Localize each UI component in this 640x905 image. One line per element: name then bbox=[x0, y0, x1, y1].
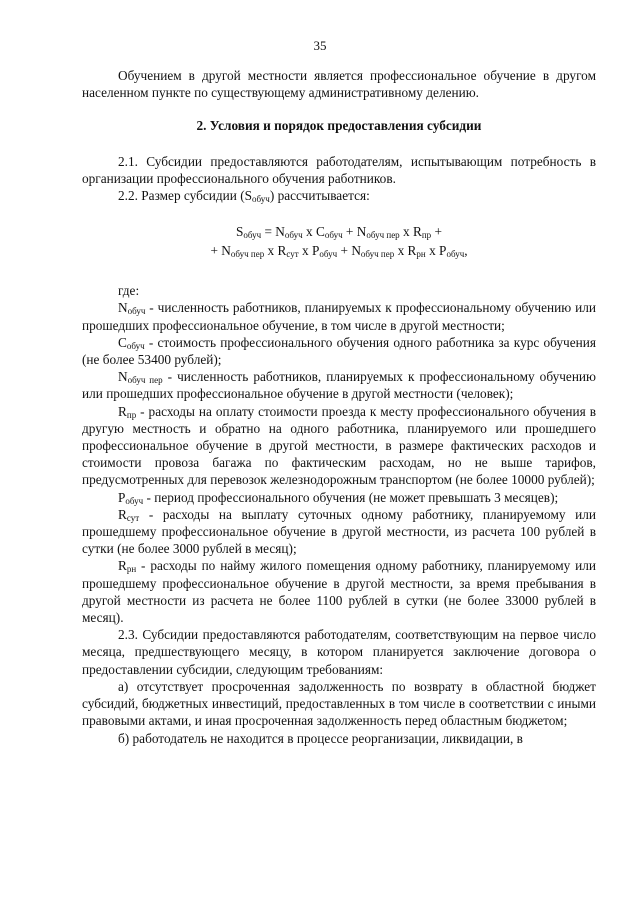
definition-item bbox=[82, 368, 596, 402]
page-content bbox=[82, 67, 596, 747]
definition-text: - численность работников, планируемых к профессиональному обучению или прошедших профессиональное обучение, в том числе в другой местности; bbox=[82, 300, 596, 333]
definition-item bbox=[82, 506, 596, 558]
formula-term: + N bbox=[337, 243, 361, 259]
formula-term: + N bbox=[342, 224, 367, 240]
section-heading: 2. Условия и порядок предоставления субсидии bbox=[196, 118, 482, 134]
definition-item bbox=[82, 489, 596, 506]
formula-subscript: сут bbox=[286, 249, 299, 260]
formula-subscript: рн bbox=[416, 249, 426, 260]
definition-text: - расходы на оплату стоимости проезда к месту профессионального обучения в другую местность и обратно на одного работника, планируемого или прошедшего профессиональное обучение в другой местности, в размере фактических расходов и стоимости провоза багажа по фактическим расходам, но не выше тарифов, предусмотренных для перевозок железнодорожным транспортом (не более 10000 рублей); bbox=[82, 403, 596, 488]
definition-symbol: R bbox=[118, 506, 127, 522]
definition-subscript: сут bbox=[126, 512, 140, 523]
definition-subscript: рн bbox=[126, 564, 137, 575]
formula-subscript: пр bbox=[421, 230, 432, 241]
formula-term: = N bbox=[261, 224, 285, 240]
formula-subscript: обуч bbox=[243, 230, 262, 241]
definition-item bbox=[82, 557, 596, 626]
clause-2-1: 2.1. Субсидии предоставляются работодателям, испытывающим потребность в организации профессионального обучения работников. bbox=[82, 153, 596, 186]
formula-term: x R bbox=[399, 224, 422, 240]
formula-subscript: обуч bbox=[324, 230, 343, 241]
formula-term: + N bbox=[210, 243, 231, 259]
definition-symbol: C bbox=[118, 334, 127, 350]
definition-subscript: обуч bbox=[125, 495, 144, 506]
definition-symbol: N bbox=[118, 300, 128, 316]
formula-term: + bbox=[431, 224, 443, 240]
definition-item bbox=[82, 334, 596, 368]
definition-item bbox=[82, 299, 596, 333]
formula-term: x C bbox=[302, 224, 325, 240]
formula-term: , bbox=[464, 243, 468, 259]
definition-text: - численность работников, планируемых к профессиональному обучению или прошедших профессиональное обучение в другой местности (человек); bbox=[82, 369, 596, 402]
formula-subscript: обуч bbox=[446, 249, 465, 260]
requirement-a: а) отсутствует просроченная задолженность по возврату в областной бюджет субсидий, бюджетных инвестиций, предоставленных в том числе в соответствии с иными правовыми актами, и иная просроченная задолженность перед областным бюджетом; bbox=[82, 678, 596, 729]
formula-term: x R bbox=[264, 243, 287, 259]
clause-2-2-subscript: обуч bbox=[252, 194, 270, 205]
definition-text: - расходы на выплату суточных одному работнику, планируемому или прошедшему профессиональное обучение в другой местности, из расчета 100 рублей в сутки (не более 3000 рублей в месяц); bbox=[82, 506, 596, 557]
formula-subscript: обуч bbox=[319, 249, 338, 260]
requirement-b: б) работодатель не находится в процессе реорганизации, ликвидации, в bbox=[118, 730, 523, 746]
formula-subscript: обуч bbox=[284, 230, 303, 241]
definition-text: - расходы по найму жилого помещения одному работнику, планируемому или прошедшему профессиональное обучение в другой местности, за время пребывания в другой местности из расчета не более 1100 рублей в сутки (не более 33000 рублей в месяц). bbox=[82, 558, 596, 626]
formula-term: x P bbox=[425, 243, 447, 259]
definition-symbol: R bbox=[118, 558, 127, 574]
formula-line-1 bbox=[82, 222, 596, 241]
formula-term: x R bbox=[394, 243, 417, 259]
definition-subscript: обуч bbox=[127, 306, 146, 317]
definition-subscript: обуч bbox=[126, 340, 145, 351]
clause-2-2 bbox=[82, 187, 596, 204]
where-label: где: bbox=[118, 283, 140, 299]
formula-subscript: обуч пер bbox=[360, 249, 395, 260]
definitions-list bbox=[82, 299, 596, 626]
subsidy-formula bbox=[82, 222, 596, 260]
definition-subscript: пр bbox=[126, 409, 137, 420]
formula-line-2 bbox=[82, 241, 596, 260]
clause-2-2-after: ) рассчитывается: bbox=[269, 188, 370, 204]
clause-2-2-before: 2.2. Размер субсидии (S bbox=[118, 188, 253, 204]
formula-term: x P bbox=[298, 243, 320, 259]
formula-subscript: обуч пер bbox=[366, 230, 400, 241]
clause-2-3: 2.3. Субсидии предоставляются работодателям, соответствующим на первое число месяца, предшествующего месяцу, в котором планируется заключение договора о предоставлении субсидии, следующим требованиям: bbox=[82, 627, 596, 677]
formula-subscript: обуч пер bbox=[230, 249, 265, 260]
intro-paragraph: Обучением в другой местности является профессиональное обучение в другом населенном пункте по существующему административному делению. bbox=[82, 68, 596, 101]
definition-symbol: P bbox=[118, 489, 126, 505]
definition-text: - стоимость профессионального обучения одного работника за курс обучения (не более 53400 рублей); bbox=[82, 334, 596, 368]
definition-symbol: N bbox=[118, 369, 128, 385]
formula-term: S bbox=[235, 224, 244, 240]
page-number: 35 bbox=[313, 38, 327, 53]
definition-subscript: обуч пер bbox=[127, 375, 163, 386]
definition-text: - период профессионального обучения (не может превышать 3 месяцев); bbox=[143, 489, 559, 505]
definition-symbol: R bbox=[118, 403, 127, 419]
definition-item bbox=[82, 403, 596, 489]
